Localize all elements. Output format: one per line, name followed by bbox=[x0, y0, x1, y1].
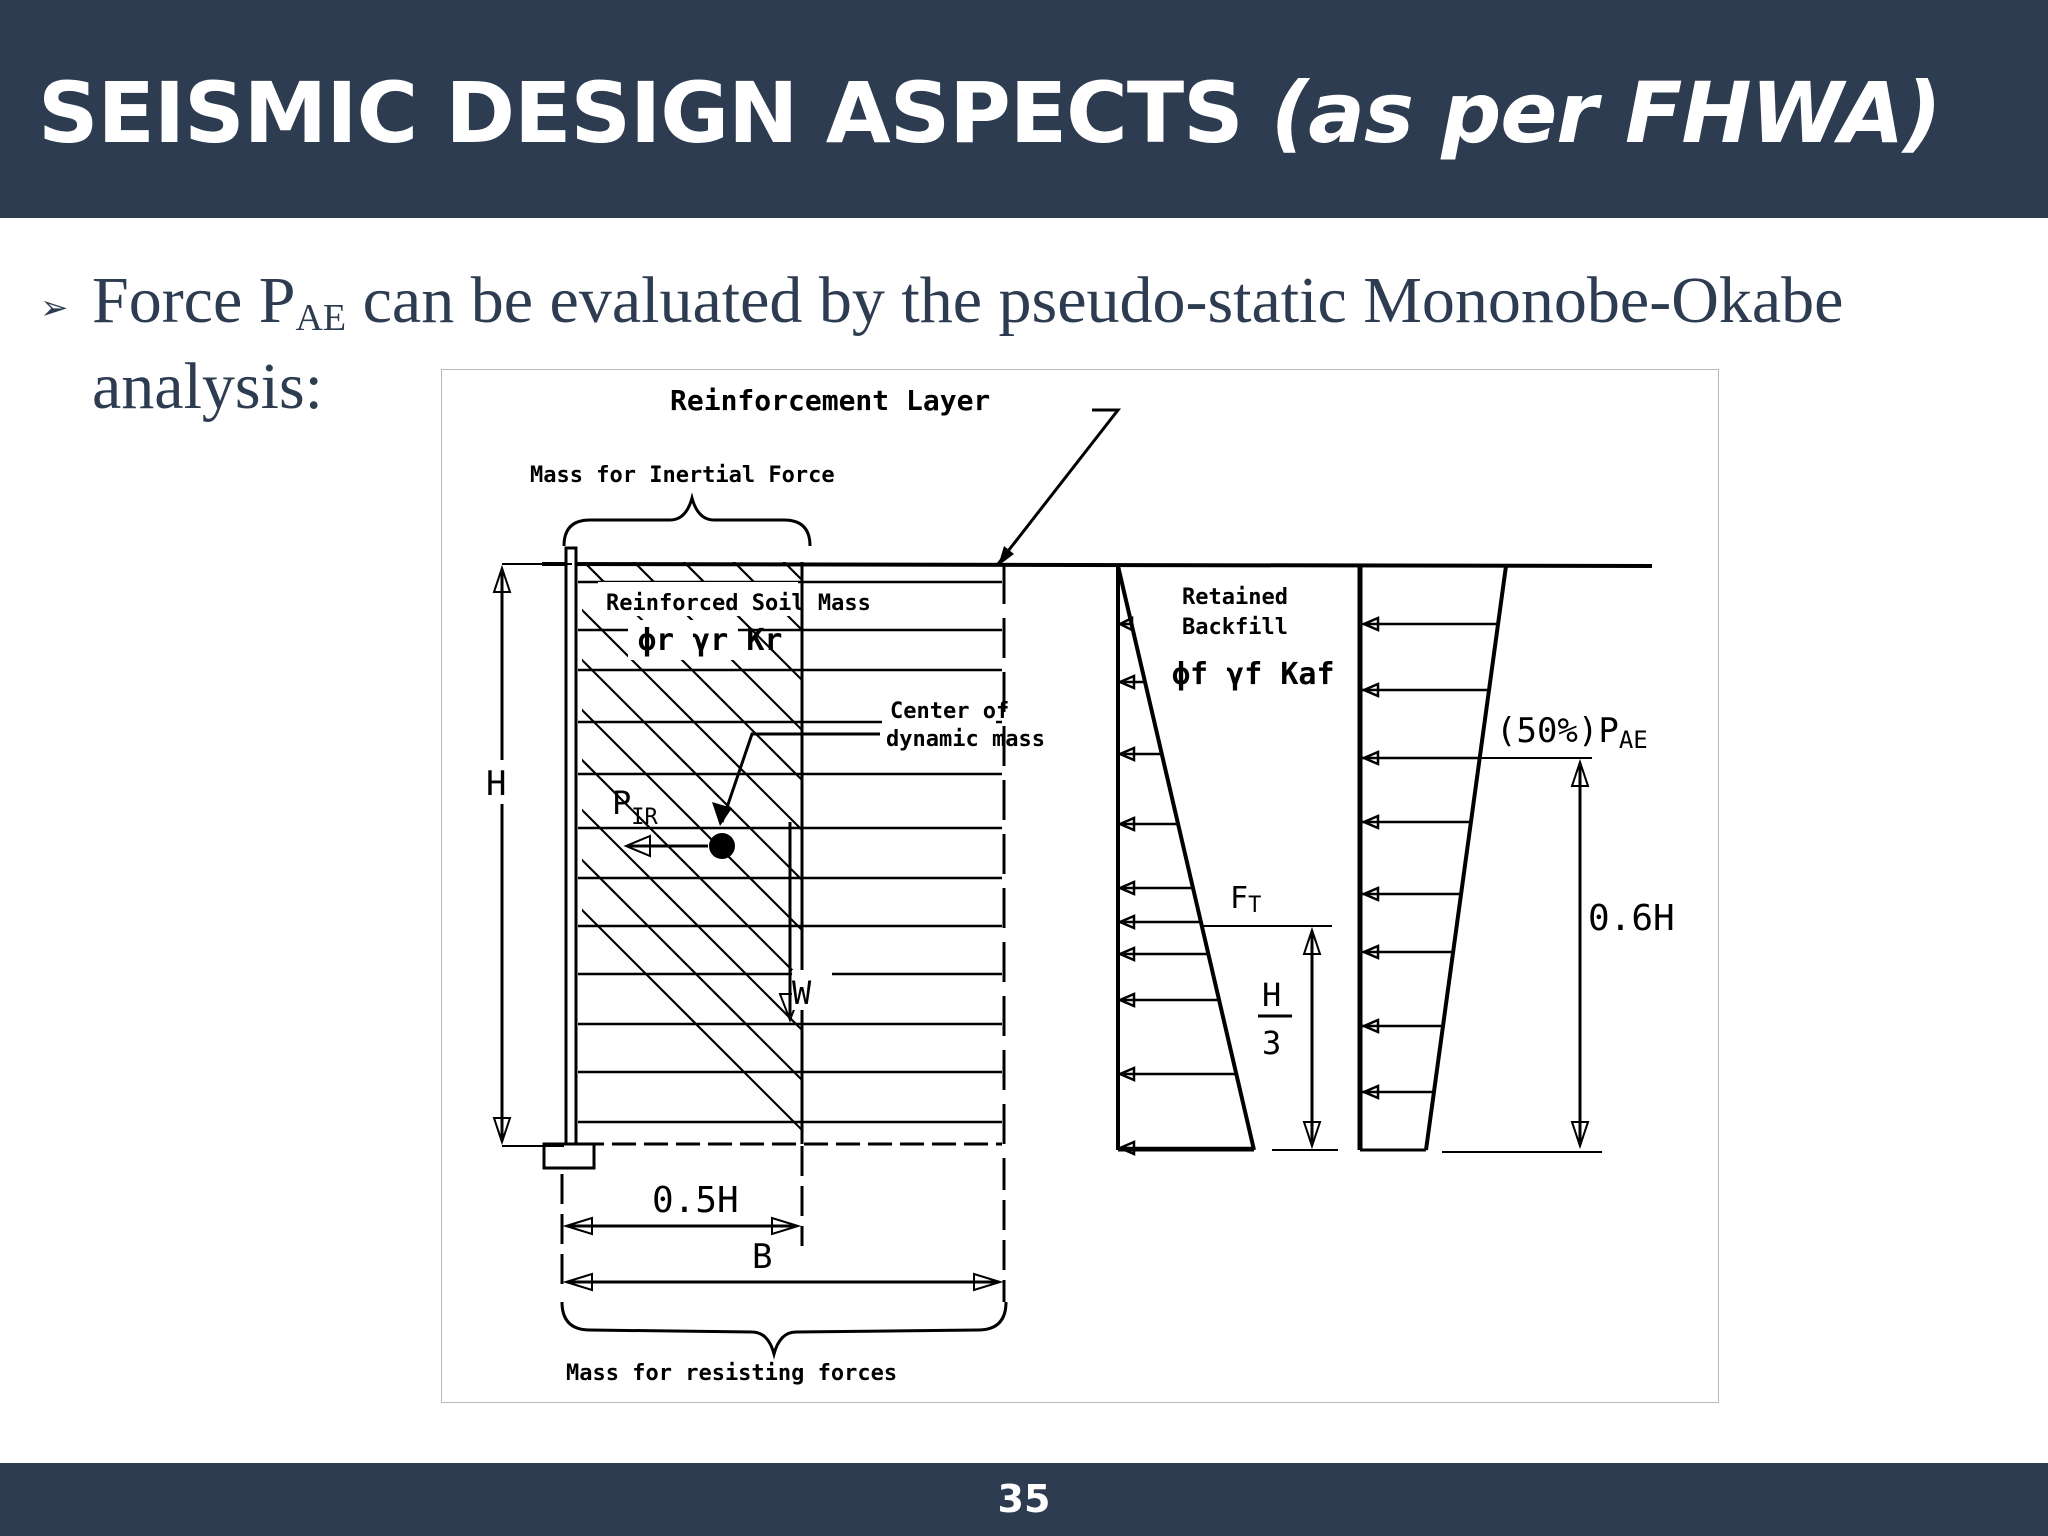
dynamic-trapezoid-slope bbox=[1426, 566, 1506, 1150]
wall-footing bbox=[544, 1144, 594, 1168]
dynamic-mass-label: dynamic mass bbox=[886, 727, 1045, 752]
mass-inertial-label: Mass for Inertial Force bbox=[530, 463, 835, 488]
page-number: 35 bbox=[997, 1477, 1051, 1521]
height-label: H bbox=[486, 764, 507, 804]
bullet-arrow-icon: ➢ bbox=[40, 288, 69, 328]
half-h-label: 0.5H bbox=[652, 1180, 739, 1221]
center-of-label: Center of bbox=[890, 699, 1010, 724]
slide-title bbox=[38, 58, 1941, 168]
retained-label: Retained bbox=[1182, 585, 1288, 610]
backfill-props-label: ϕf γf Kaf bbox=[1172, 657, 1335, 692]
three-label: 3 bbox=[1262, 1024, 1282, 1062]
dynamic-pressure-arrows bbox=[1362, 618, 1498, 1098]
ground-line bbox=[542, 564, 1652, 566]
body-part2: can be evaluated by the pseudo-static Mononobe-Okabe bbox=[346, 264, 1844, 337]
pae-label: (50%)PAE bbox=[1496, 711, 1648, 754]
center-of-mass-dot bbox=[709, 833, 735, 859]
backfill-label: Backfill bbox=[1182, 615, 1288, 640]
mse-wall-diagram bbox=[441, 369, 1719, 1403]
mass-resisting-label: Mass for resisting forces bbox=[566, 1361, 898, 1386]
body-part1: Force P bbox=[92, 264, 296, 337]
pir-label: $P_{IR}$ bbox=[612, 784, 658, 830]
title-italic: (as per FHWA) bbox=[1270, 64, 1941, 162]
body-sub: AE bbox=[295, 297, 347, 339]
ft-label: FT bbox=[1230, 881, 1262, 918]
b-label: B bbox=[752, 1237, 773, 1277]
reinforcement-leader bbox=[998, 410, 1118, 564]
backfill-triangle-slope bbox=[1118, 566, 1254, 1150]
reinforcement-layer-label: Reinforcement Layer bbox=[670, 384, 991, 417]
bullet-text-line2: analysis: bbox=[92, 350, 323, 423]
bullet-text bbox=[92, 258, 1843, 361]
wall-facing bbox=[566, 548, 576, 1148]
weight-label: W bbox=[792, 974, 812, 1012]
title-main: SEISMIC DESIGN ASPECTS bbox=[38, 64, 1243, 162]
reinforced-props-label: ϕr γr Kr bbox=[638, 623, 783, 658]
six-h-label: 0.6H bbox=[1588, 898, 1675, 939]
reinforced-soil-label: Reinforced Soil Mass bbox=[606, 591, 871, 616]
inertial-brace bbox=[564, 498, 810, 546]
h-over-label: H bbox=[1262, 976, 1282, 1014]
resisting-brace bbox=[562, 1302, 1006, 1354]
